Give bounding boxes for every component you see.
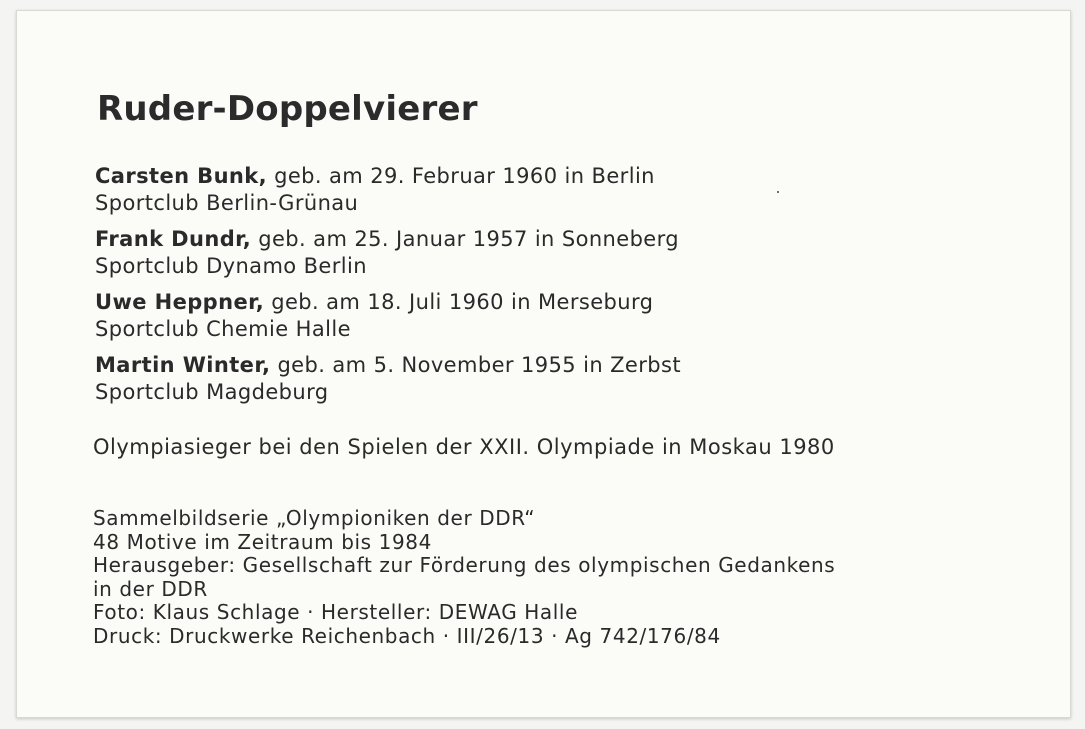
print-line: Druck: Druckwerke Reichenbach · III/26/13 · Ag 742/176/84 bbox=[93, 623, 721, 648]
athlete-name: Carsten Bunk, bbox=[95, 164, 268, 188]
ink-speck bbox=[777, 191, 779, 193]
athlete-entry bbox=[95, 289, 995, 343]
athlete-birth: geb. am 5. November 1955 in Zerbst bbox=[270, 353, 681, 377]
publisher-line: Herausgeber: Gesellschaft zur Förderung des olympischen Gedankens bbox=[93, 553, 836, 577]
achievement-text: Olympiasieger bei den Spielen der XXII. Olympiade in Moskau 1980 bbox=[93, 435, 835, 459]
athlete-club: Sportclub Dynamo Berlin bbox=[95, 254, 367, 278]
motives-line: 48 Motive im Zeitraum bis 1984 bbox=[93, 529, 432, 554]
athlete-club: Sportclub Chemie Halle bbox=[95, 317, 351, 341]
athlete-line bbox=[95, 163, 995, 190]
collector-card-back bbox=[16, 10, 1071, 718]
athlete-birth: geb. am 18. Juli 1960 in Merseburg bbox=[264, 290, 654, 314]
athlete-birth: geb. am 29. Februar 1960 in Berlin bbox=[267, 164, 655, 188]
athlete-name: Martin Winter, bbox=[95, 353, 271, 377]
athlete-birth: geb. am 25. Januar 1957 in Sonneberg bbox=[251, 227, 680, 251]
athlete-entry bbox=[95, 352, 995, 406]
athlete-line bbox=[95, 352, 995, 379]
athlete-line bbox=[95, 289, 995, 316]
athlete-line bbox=[95, 226, 995, 253]
card-title: Ruder-Doppelvierer bbox=[97, 89, 478, 129]
athlete-name: Frank Dundr, bbox=[95, 227, 252, 251]
athlete-name: Uwe Heppner, bbox=[95, 290, 265, 314]
imprint-block bbox=[93, 507, 835, 648]
athlete-club: Sportclub Magdeburg bbox=[95, 380, 329, 404]
series-line: Sammelbildserie „Olympioniken der DDR“ bbox=[93, 506, 536, 530]
athlete-entry bbox=[95, 163, 995, 217]
athlete-club: Sportclub Berlin-Grünau bbox=[95, 191, 359, 215]
publisher-line-continued: in der DDR bbox=[93, 576, 208, 601]
photo-manufacturer-line: Foto: Klaus Schlage · Hersteller: DEWAG Halle bbox=[93, 600, 578, 624]
athlete-entry bbox=[95, 226, 995, 280]
athlete-list bbox=[95, 163, 995, 415]
